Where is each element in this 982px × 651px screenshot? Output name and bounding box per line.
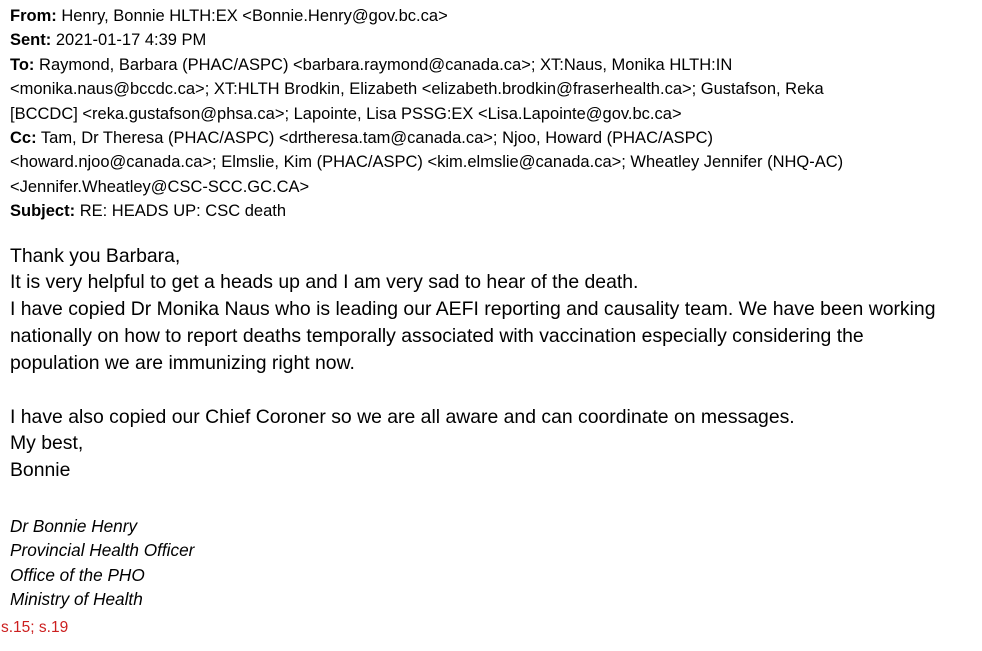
- to-value-line2: <monika.naus@bccdc.ca>; XT:HLTH Brodkin, Elizabeth <elizabeth.brodkin@fraserhealth.ca>; Gustafson, Reka: [10, 80, 824, 99]
- cc-continuation: [10, 175, 976, 199]
- sent-label: Sent:: [10, 31, 52, 50]
- body-line: I have copied Dr Monika Naus who is leading our AEFI reporting and causality team. We have been working: [10, 298, 936, 321]
- signature-office: Office of the PHO: [10, 564, 145, 585]
- email-signature: [10, 514, 976, 612]
- cc-value-line2: <howard.njoo@canada.ca>; Elmslie, Kim (PHAC/ASPC) <kim.elmslie@canada.ca>; Wheatley Jennifer (NHQ-AC): [10, 153, 844, 172]
- cc-value-line3: <Jennifer.Wheatley@CSC-SCC.GC.CA>: [10, 177, 310, 196]
- to-continuation: [10, 102, 976, 126]
- cc-label: Cc:: [10, 129, 37, 148]
- email-body: [10, 243, 976, 484]
- sent-line: [10, 28, 976, 52]
- body-line: It is very helpful to get a heads up and I am very sad to hear of the death.: [10, 271, 639, 294]
- to-line: [10, 53, 976, 77]
- signature-title: Provincial Health Officer: [10, 540, 195, 561]
- email-headers: [10, 4, 976, 224]
- body-sender-name: Bonnie: [10, 459, 71, 482]
- body-greeting: Thank you Barbara,: [10, 244, 181, 267]
- subject-value: RE: HEADS UP: CSC death: [79, 202, 287, 221]
- cc-line: [10, 126, 976, 150]
- body-line: nationally on how to report deaths temporally associated with vaccination especially considering the: [10, 325, 864, 348]
- to-value-line1: Raymond, Barbara (PHAC/ASPC) <barbara.raymond@canada.ca>; XT:Naus, Monika HLTH:IN: [39, 55, 733, 74]
- paragraph-gap: [10, 377, 976, 404]
- subject-line: [10, 199, 976, 223]
- redaction-note: s.15; s.19: [1, 619, 69, 636]
- subject-label: Subject:: [10, 202, 76, 221]
- sent-value: 2021-01-17 4:39 PM: [55, 31, 207, 50]
- to-value-line3: [BCCDC] <reka.gustafson@phsa.ca>; Lapointe, Lisa PSSG:EX <Lisa.Lapointe@gov.bc.ca>: [10, 104, 682, 123]
- from-value: Henry, Bonnie HLTH:EX <Bonnie.Henry@gov.bc.ca>: [61, 7, 448, 25]
- truncated-text-fragment: [10, 643, 90, 651]
- body-line: population we are immunizing right now.: [10, 351, 355, 374]
- to-label: To:: [10, 55, 35, 74]
- to-continuation: [10, 77, 976, 101]
- cc-value-line1: Tam, Dr Theresa (PHAC/ASPC) <drtheresa.tam@canada.ca>; Njoo, Howard (PHAC/ASPC): [40, 129, 713, 148]
- email-document: [10, 4, 976, 612]
- from-label: From:: [10, 7, 57, 25]
- body-line: I have also copied our Chief Coroner so we are all aware and can coordinate on messages.: [10, 405, 795, 428]
- body-closing: My best,: [10, 432, 84, 455]
- cc-continuation: [10, 150, 976, 174]
- from-line: [10, 4, 976, 28]
- signature-name: Dr Bonnie Henry: [10, 516, 138, 537]
- signature-ministry: Ministry of Health: [10, 589, 143, 610]
